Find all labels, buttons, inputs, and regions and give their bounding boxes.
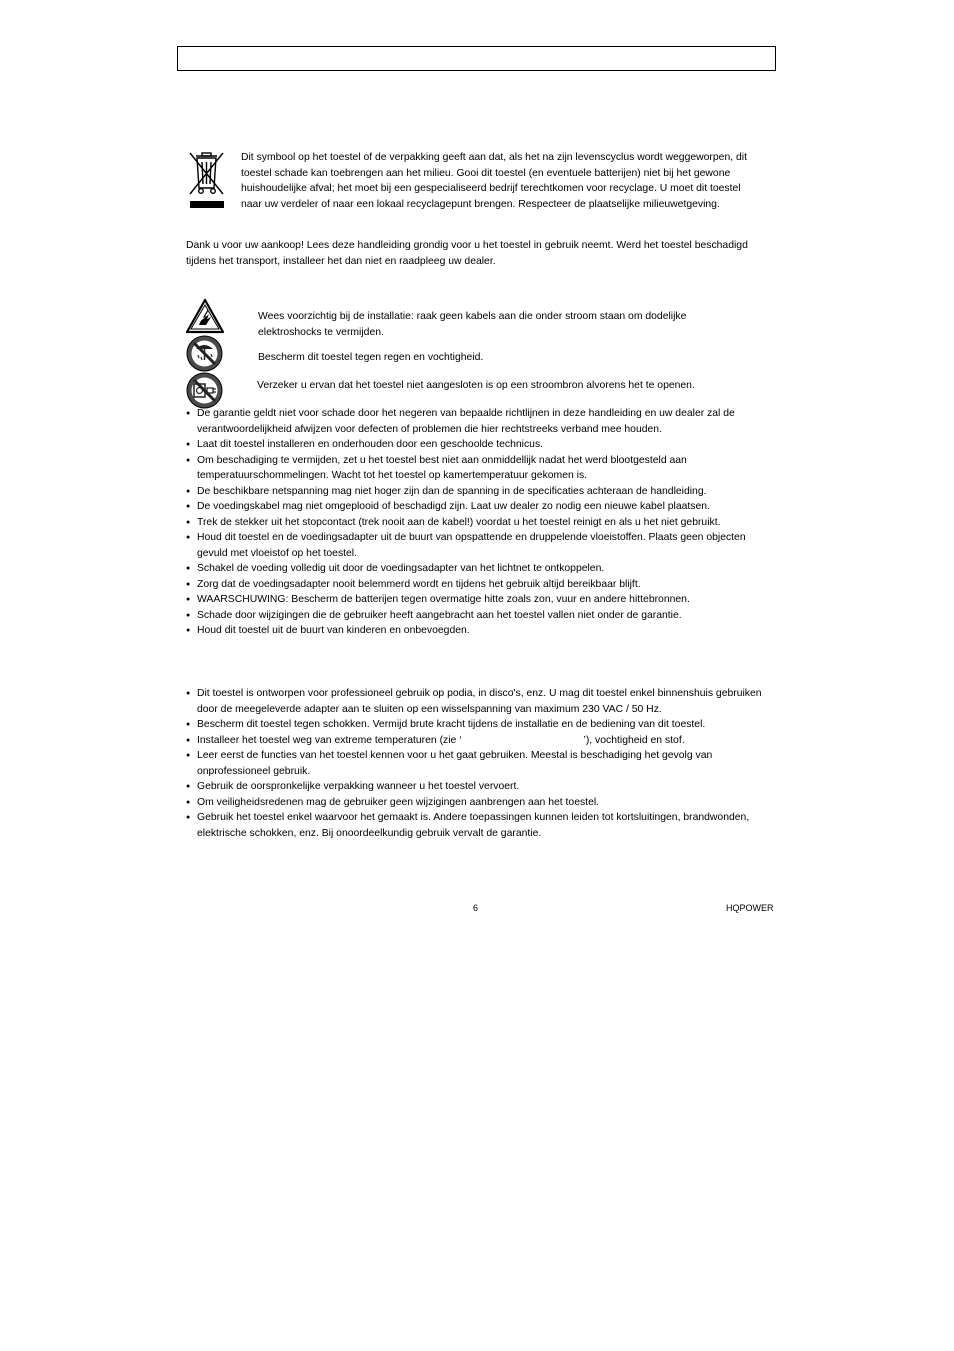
list-item: ● Om beschadiging te vermijden, zet u het toestel best niet aan onmiddellijk nadat het werd blootgesteld aan temperatuurschommelingen. Wacht tot het toestel op kamertemperatuur gekomen is. xyxy=(186,453,766,484)
intro-paragraph: Dank u voor uw aankoop! Lees deze handleiding grondig voor u het toestel in gebruik neemt. Werd het toestel beschadigd tijdens het transport, installeer het dan niet en raadpleeg uw dealer. xyxy=(186,240,748,267)
list-item: ● Schakel de voeding volledig uit door de voedingsadapter van het lichtnet te ontkoppelen. xyxy=(186,561,766,577)
unplug-before-opening-icon xyxy=(186,372,223,409)
list-item: ● Houd dit toestel uit de buurt van kinderen en onbevoegden. xyxy=(186,623,766,639)
warning-text-1: Wees voorzichtig bij de installatie: raak geen kabels aan die onder stroom staan om dodelijke elektroshocks te vermijden. xyxy=(258,311,687,338)
list-item: ● Bescherm dit toestel tegen schokken. Vermijd brute kracht tijdens de installatie en de bediening van dit toestel. xyxy=(186,717,766,733)
list-item-text-start: Installeer het toestel weg van extreme temperaturen (zie ‘ xyxy=(197,734,462,746)
safety-bullet-list xyxy=(186,406,766,639)
list-item: ● Gebruik het toestel enkel waarvoor het gemaakt is. Andere toepassingen kunnen leiden tot kortsluitingen, brandwonden, elektrische schokken, enz. Bij onoordeelkundig gebruik vervalt de garantie. xyxy=(186,810,766,841)
header-box xyxy=(177,46,776,71)
warning-text-2: Bescherm dit toestel tegen regen en vochtigheid. xyxy=(258,352,484,363)
list-item: ● Gebruik de oorspronkelijke verpakking wanneer u het toestel vervoert. xyxy=(186,779,766,795)
list-item: ● Zorg dat de voedingsadapter nooit belemmerd wordt en tijdens het gebruik altijd bereikbaar blijft. xyxy=(186,577,766,593)
page-number: 6 xyxy=(473,903,479,913)
brand-name: HQPOWER xyxy=(726,903,774,913)
list-item: ● De voedingskabel mag niet omgeplooid of beschadigd zijn. Laat uw dealer zo nodig een nieuwe kabel plaatsen. xyxy=(186,499,766,515)
list-item: ● Schade door wijzigingen die de gebruiker heeft aangebracht aan het toestel vallen niet onder de garantie. xyxy=(186,608,766,624)
list-item: ● De garantie geldt niet voor schade door het negeren van bepaalde richtlijnen in deze handleiding en uw dealer zal de verantwoordelijkheid afwijzen voor defecten of problemen die hier rechtstreeks verband mee houden. xyxy=(186,406,766,437)
list-item: ● Om veiligheidsredenen mag de gebruiker geen wijzigingen aanbrengen aan het toestel. xyxy=(186,795,766,811)
list-item: ● Leer eerst de functies van het toestel kennen voor u het gaat gebruiken. Meestal is beschadiging het gevolg van onprofessioneel gebruik. xyxy=(186,748,766,779)
list-item: ● De beschikbare netspanning mag niet hoger zijn dan de spanning in de specificaties achteraan de handleiding. xyxy=(186,484,766,500)
weee-notice-text: Dit symbool op het toestel of de verpakking geeft aan dat, als het na zijn levenscyclus wordt weggeworpen, dit toestel schade kan toebrengen aan het milieu. Gooi dit toestel (en eventuele batterijen) niet bij het gewone huishoudelijke afval; het moet bij een gespecialiseerd bedrijf terechtkomen voor recyclage. U moet dit toestel naar uw verdeler of naar een lokaal recyclagepunt brengen. Respecteer de plaatselijke milieuwetgeving. xyxy=(241,152,747,210)
warning-text-3: Verzeker u ervan dat het toestel niet aangesloten is op een stroombron alvorens het te openen. xyxy=(257,380,695,391)
list-item: ● Laat dit toestel installeren en onderhouden door een geschoolde technicus. xyxy=(186,437,766,453)
no-rain-moisture-icon xyxy=(186,335,223,372)
list-item-text-end: ’), vochtigheid en stof. xyxy=(583,734,685,746)
crossed-out-wheelie-bin-icon xyxy=(186,150,226,210)
list-item: ● Dit toestel is ontworpen voor professioneel gebruik op podia, in disco's, enz. U mag dit toestel enkel binnenshuis gebruiken door de meegeleverde adapter aan te sluiten op een wisselspanning van maximum 230 VAC / 50 Hz. xyxy=(186,686,766,717)
list-item: ● Houd dit toestel en de voedingsadapter uit de buurt van opspattende en druppelende vloeistoffen. Plaats geen objecten gevuld met vloeistof op het toestel. xyxy=(186,530,766,561)
list-item: ● WAARSCHUWING: Bescherm de batterijen tegen overmatige hitte zoals zon, vuur en andere hittebronnen. xyxy=(186,592,766,608)
list-item: ● Trek de stekker uit het stopcontact (trek nooit aan de kabel!) voordat u het toestel reinigt en als u het niet gebruikt. xyxy=(186,515,766,531)
electric-shock-warning-icon xyxy=(185,298,225,334)
list-item xyxy=(186,733,766,749)
usage-bullet-list xyxy=(186,686,766,841)
